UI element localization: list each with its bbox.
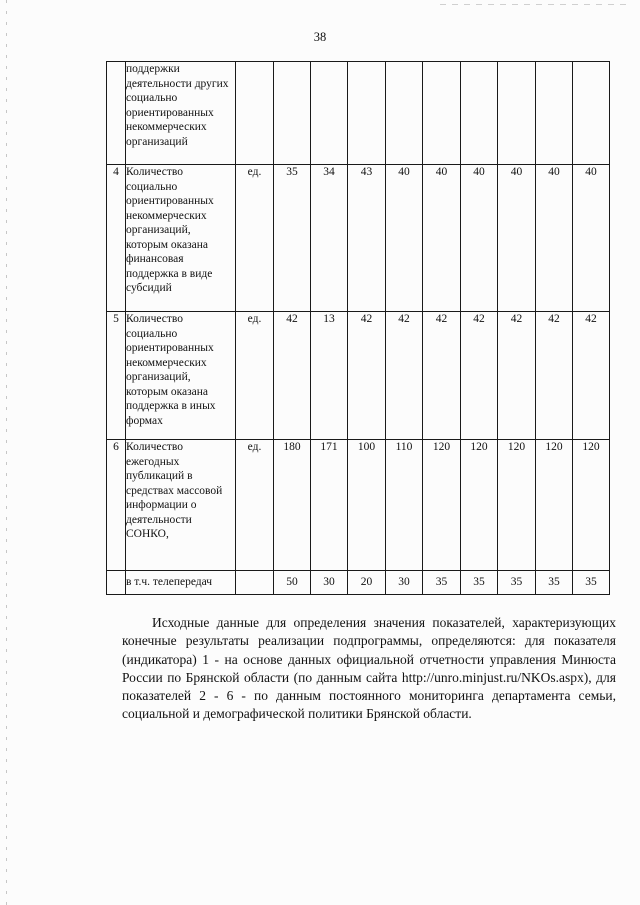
scan-edge-mark: [6, 0, 7, 905]
value-cell: [461, 62, 498, 165]
value-cell: 42: [536, 312, 573, 440]
value-cell: 40: [498, 165, 536, 312]
value-cell: 180: [274, 440, 311, 571]
value-cell: 13: [311, 312, 348, 440]
row-number-cell: 4: [107, 165, 126, 312]
indicator-name-cell: Количество социально ориентированных некоммерческих организаций, которым оказана финансовая поддержка в виде субсидий: [126, 165, 236, 312]
value-cell: [573, 62, 610, 165]
value-cell: 120: [461, 440, 498, 571]
value-cell: 34: [311, 165, 348, 312]
row-number-cell: [107, 62, 126, 165]
value-cell: 30: [386, 571, 423, 595]
row-number-cell: 6: [107, 440, 126, 571]
value-cell: 171: [311, 440, 348, 571]
value-cell: 42: [348, 312, 386, 440]
value-cell: 100: [348, 440, 386, 571]
value-cell: 42: [423, 312, 461, 440]
unit-cell: ед.: [236, 440, 274, 571]
value-cell: 40: [386, 165, 423, 312]
value-cell: 120: [498, 440, 536, 571]
indicator-name-cell: поддержки деятельности других социально ориентированных некоммерческих организаций: [126, 62, 236, 165]
value-cell: [348, 62, 386, 165]
unit-cell: ед.: [236, 312, 274, 440]
value-cell: 35: [274, 165, 311, 312]
unit-cell: [236, 571, 274, 595]
value-cell: 40: [423, 165, 461, 312]
scan-top-mark: [440, 4, 630, 5]
value-cell: 42: [461, 312, 498, 440]
value-cell: [386, 62, 423, 165]
row-number-cell: [107, 571, 126, 595]
unit-cell: [236, 62, 274, 165]
value-cell: 50: [274, 571, 311, 595]
value-cell: 20: [348, 571, 386, 595]
source-data-paragraph: [122, 614, 616, 724]
page-number: 38: [313, 30, 327, 44]
value-cell: 42: [274, 312, 311, 440]
value-cell: 30: [311, 571, 348, 595]
value-cell: 120: [423, 440, 461, 571]
indicators-table: [106, 61, 610, 595]
value-cell: 40: [573, 165, 610, 312]
value-cell: 35: [423, 571, 461, 595]
value-cell: 35: [536, 571, 573, 595]
value-cell: 42: [386, 312, 423, 440]
table-row-5: [107, 312, 610, 440]
value-cell: 42: [573, 312, 610, 440]
table-row-6: [107, 440, 610, 571]
value-cell: [536, 62, 573, 165]
value-cell: [423, 62, 461, 165]
value-cell: 40: [461, 165, 498, 312]
indicator-name-cell: Количество социально ориентированных некоммерческих организаций, которым оказана поддержка в иных формах: [126, 312, 236, 440]
unit-cell: ед.: [236, 165, 274, 312]
table-row-6-tv: [107, 571, 610, 595]
value-cell: 110: [386, 440, 423, 571]
table-row-4: [107, 165, 610, 312]
value-cell: 42: [498, 312, 536, 440]
value-cell: 120: [536, 440, 573, 571]
value-cell: 35: [498, 571, 536, 595]
value-cell: 40: [536, 165, 573, 312]
table-row-continuation: [107, 62, 610, 165]
value-cell: 120: [573, 440, 610, 571]
value-cell: [311, 62, 348, 165]
value-cell: 35: [573, 571, 610, 595]
indicator-name-cell: в т.ч. телепередач: [126, 571, 236, 595]
value-cell: 43: [348, 165, 386, 312]
value-cell: 35: [461, 571, 498, 595]
value-cell: [274, 62, 311, 165]
value-cell: [498, 62, 536, 165]
indicator-name-cell: Количество ежегодных публикаций в средствах массовой информации о деятельности СОНКО,: [126, 440, 236, 571]
paragraph-text: Исходные данные для определения значения показателей, характеризующих конечные результаты реализации подпрограммы, определяются: для показателя (индикатора) 1 - на основе данных официальной отчетности управления Минюста России по Брянской области (по данным сайта http://unro.minjust.ru/NKOs.aspx), для показателей 2 - 6 - по данным постоянного мониторинга департамента семьи, социальной и демографической политики Брянской области.: [122, 615, 616, 722]
row-number-cell: 5: [107, 312, 126, 440]
